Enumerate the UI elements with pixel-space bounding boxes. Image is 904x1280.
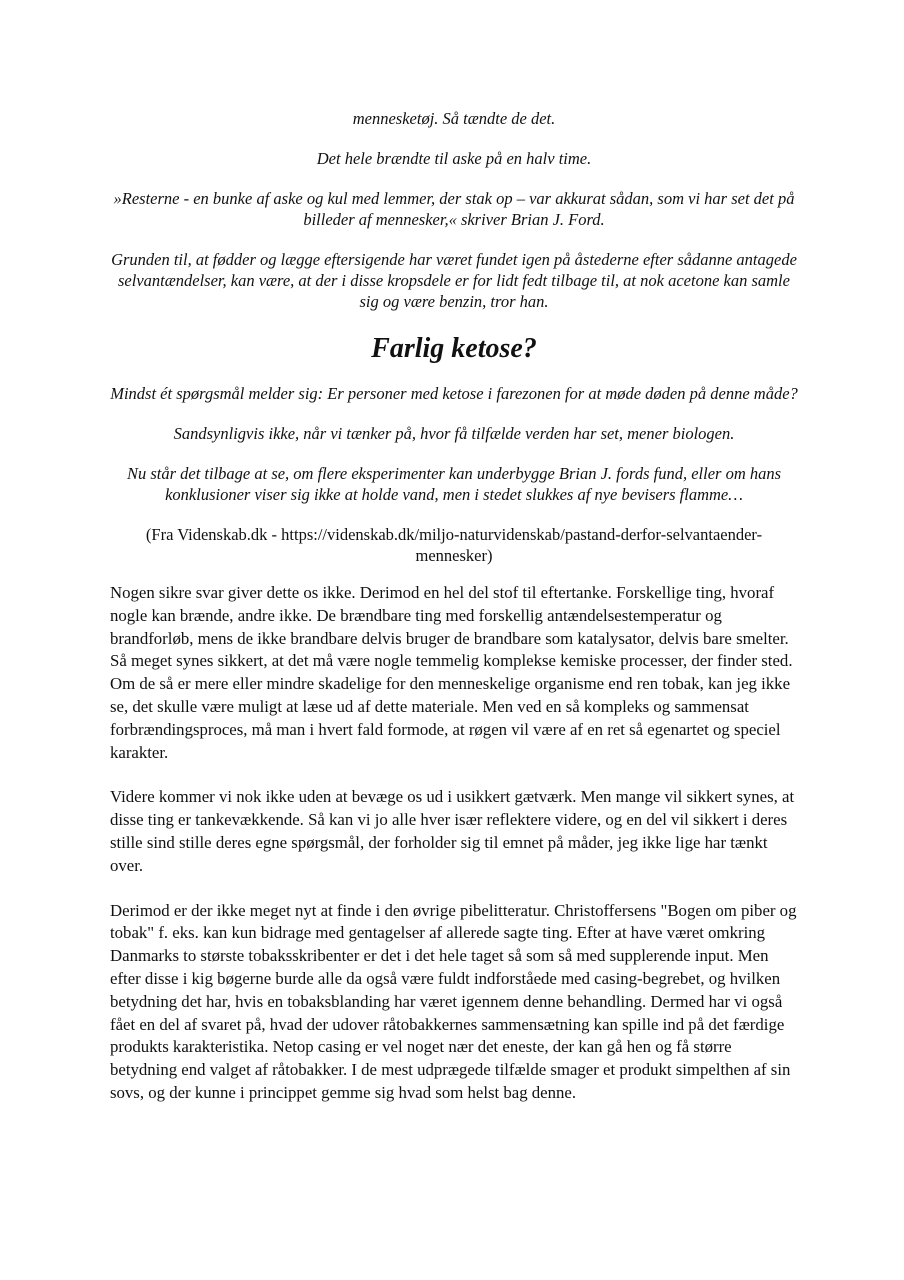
section-heading: Farlig ketose? — [371, 333, 537, 364]
quote-paragraph-7: Nu står det tilbage at se, om flere eksperimenter kan underbygge Brian J. fords fund, eller om hans konklusioner viser sig ikke at holde vand, men i stedet slukkes af nye bevisers flamme… — [126, 464, 782, 504]
quote-paragraph-2: Det hele brændte til aske på en halv time. — [316, 149, 592, 168]
quote-paragraph-3: »Resterne - en bunke af aske og kul med lemmer, der stak op – var akkurat sådan, som vi har set det på billeder af mennesker,« skriver Brian J. Ford. — [113, 189, 795, 229]
quote-paragraph-1: mennesketøj. Så tændte de det. — [352, 109, 556, 128]
quote-paragraph-6: Sandsynligvis ikke, når vi tænker på, hvor få tilfælde verden har set, mener biologen. — [173, 424, 735, 443]
document-page — [110, 108, 798, 1105]
body-paragraph-2: Videre kommer vi nok ikke uden at bevæge os ud i usikkert gætværk. Men mange vil sikkert synes, at disse ting er tankevækkende. Så kan vi jo alle hver især reflektere videre, og en del vil sikkert i deres stille sind stille deres egne spørgsmål, der forholder sig til emnet på måder, jeg ikke lige har tænkt over. — [110, 787, 795, 875]
quote-paragraph-5: Mindst ét spørgsmål melder sig: Er personer med ketose i farezonen for at møde døden på denne måde? — [110, 384, 798, 403]
body-paragraph-1: Nogen sikre svar giver dette os ikke. Derimod en hel del stof til eftertanke. Forskellige ting, hvoraf nogle kan brænde, andre ikke. De brændbare ting med forskellig antændelsestemperatur og brandforløb, mens de ikke brandbare delvis bruger de brandbare som katalysator, delvis bare smelter. Så meget synes sikkert, at det må være nogle temmelig komplekse kemiske processer, der finder sted. Om de så er mere eller mindre skadelige for den menneskelige organisme end ren tobak, kan jeg ikke se, det skulle være muligt at læse ud af dette materiale. Men ved en så kompleks og sammensat forbrændingsproces, må man i hvert fald formode, at røgen vil være af en ret så egenartet og speciel karakter. — [110, 583, 793, 762]
source-citation: (Fra Videnskab.dk - https://videnskab.dk/miljo-naturvidenskab/pastand-derfor-selvantaender-mennesker) — [145, 525, 763, 565]
body-paragraph-3: Derimod er der ikke meget nyt at finde i den øvrige pibelitteratur. Christoffersens "Bogen om piber og tobak" f. eks. kan kun bidrage med gentagelser af allerede sagte ting. Efter at have været omkring Danmarks to største tobaksskribenter er det i det hele taget så som så med supplerende input. Men efter disse i kig bøgerne burde alle da også være fuldt indforståede med casing-begrebet, og hvilken betydning det har, hvis en tobaksblanding har været igennem denne behandling. Dermed har vi også fået en del af svaret på, hvad der udover råtobakkernes sammensætning kan spille ind på det færdige produkts karakteristika. Netop casing er vel noget nær det eneste, der kan gå hen og få større betydning end valget af råtobakker. I de mest udprægede tilfælde smager et produkt simpelthen af sin sovs, og der kunne i princippet gemme sig hvad som helst bag denne. — [110, 900, 797, 1102]
quote-paragraph-4: Grunden til, at fødder og lægge eftersigende har været fundet igen på åstederne efter sådanne antagede selvantændelser, kan være, at der i disse kropsdele er for lidt fedt tilbage til, at nok acetone kan samle sig og være benzin, tror han. — [111, 250, 797, 311]
